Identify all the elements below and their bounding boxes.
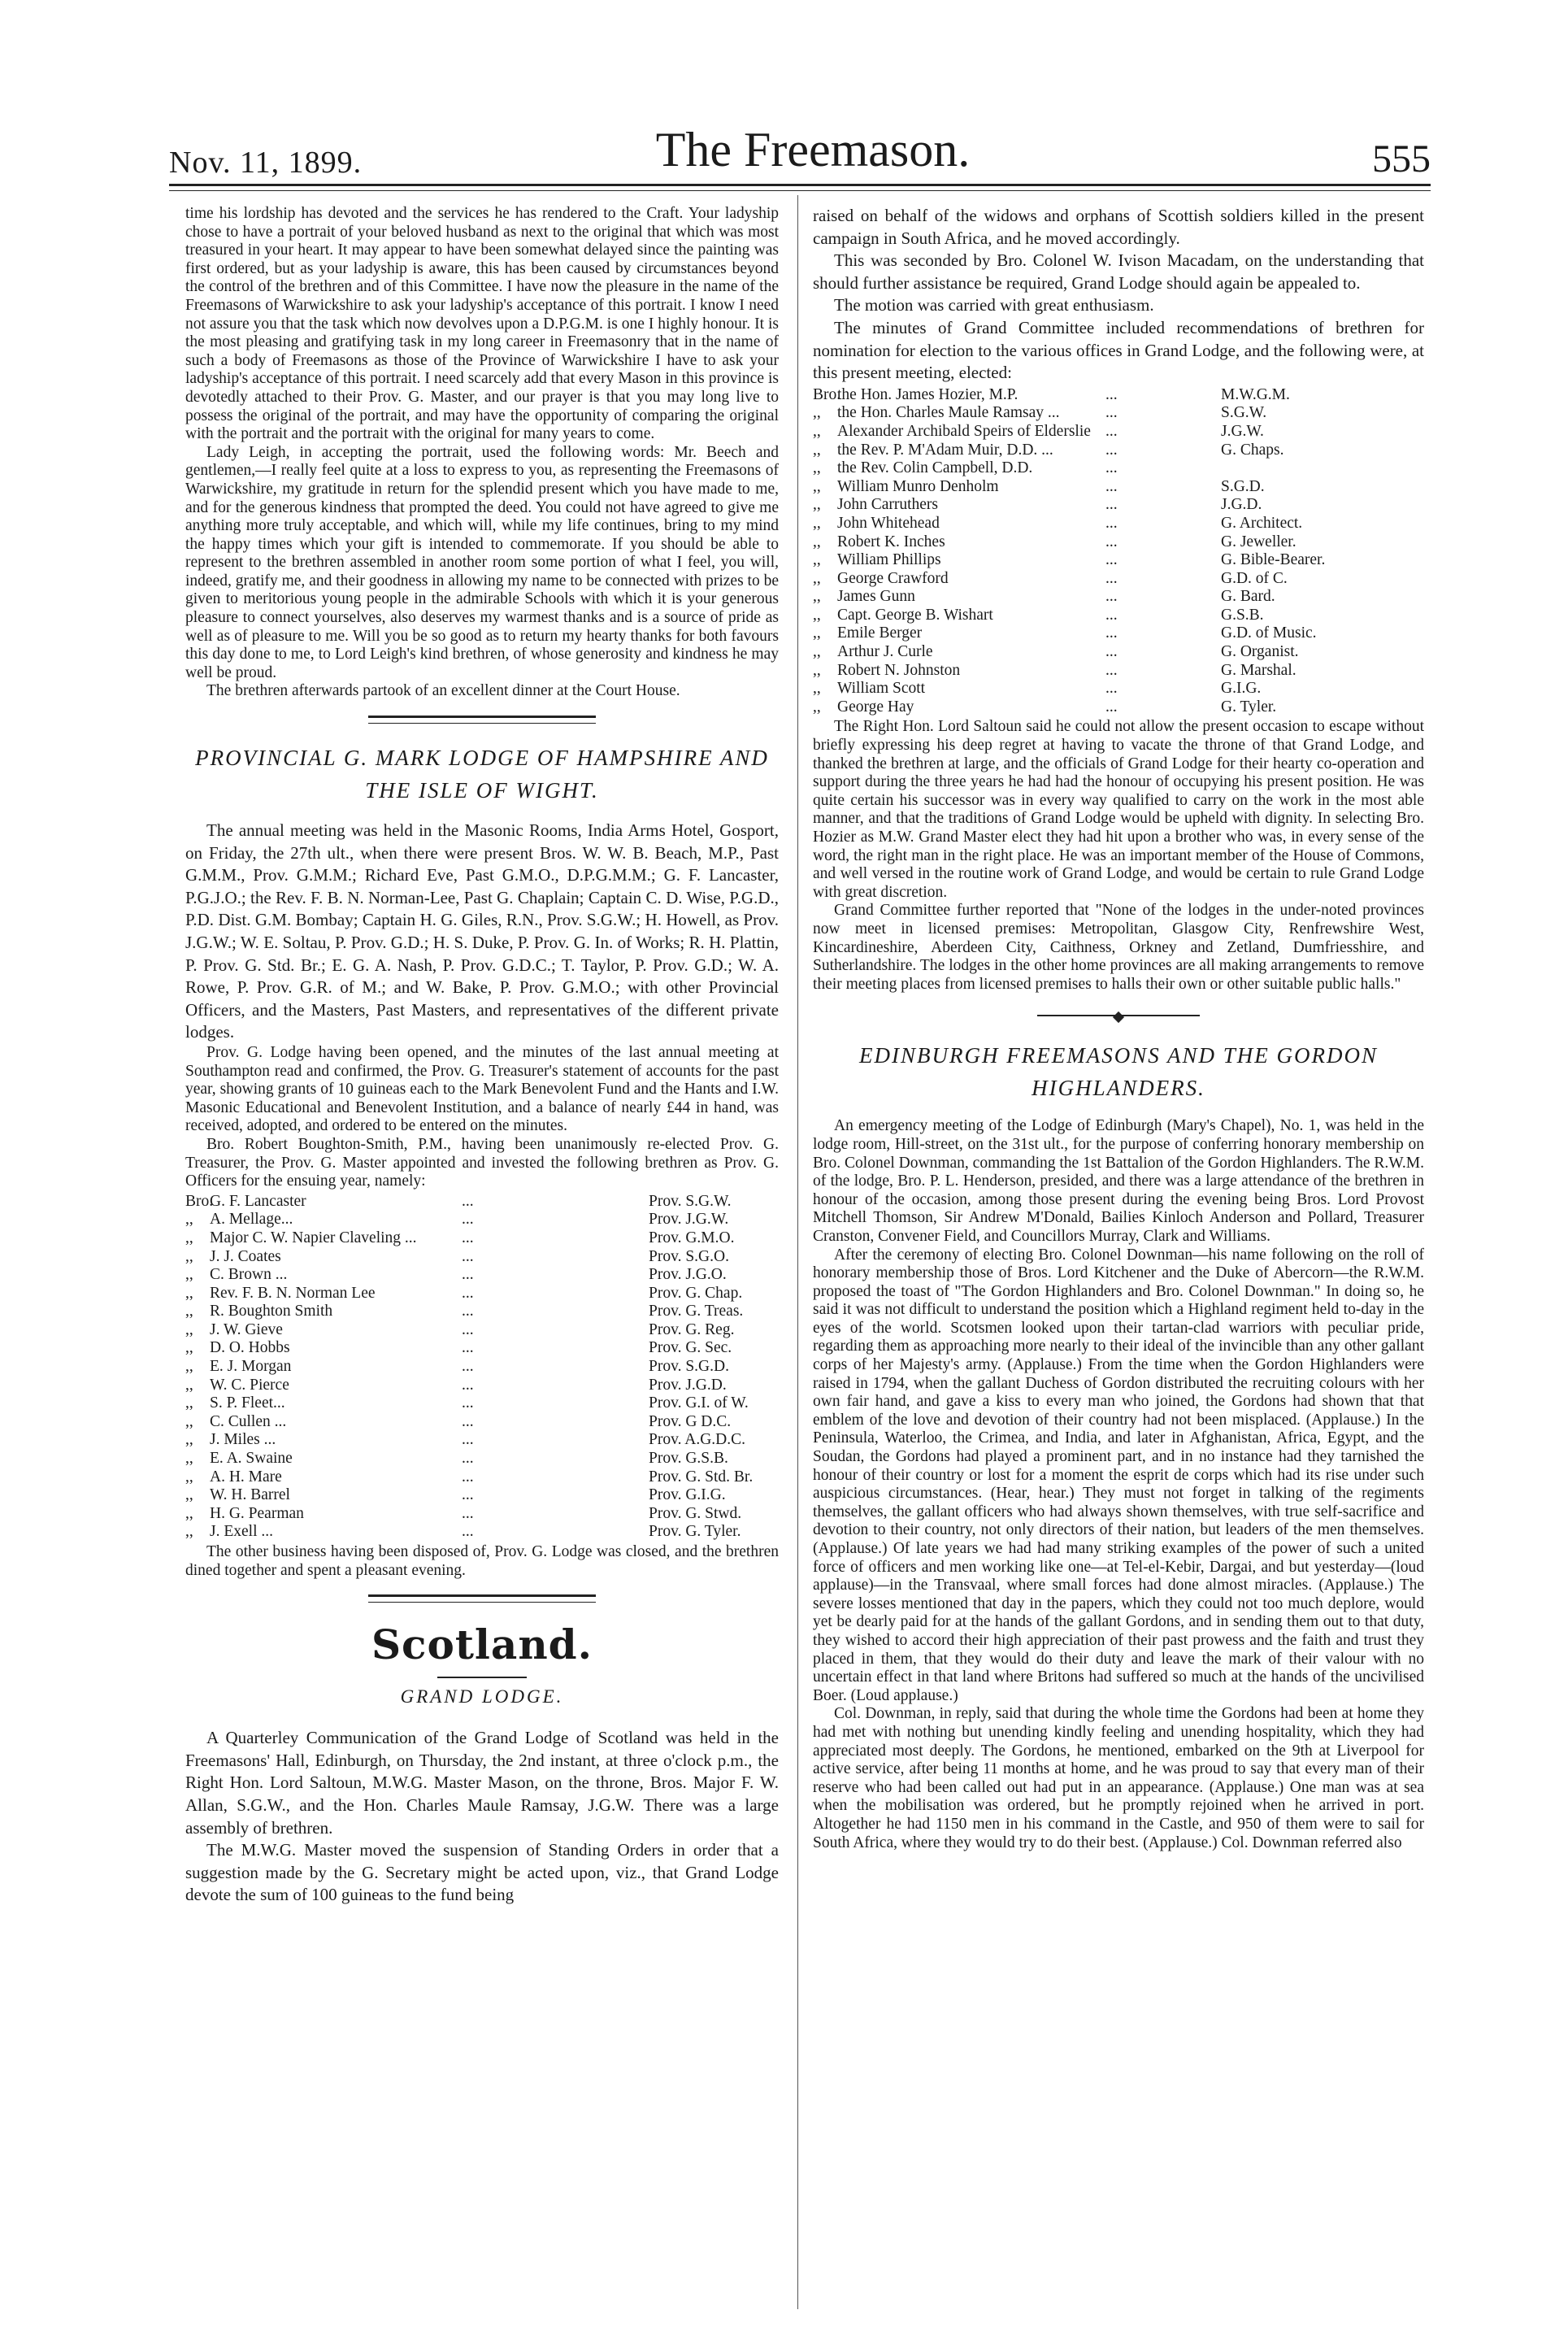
officer-office: G. Organist. xyxy=(1221,643,1299,661)
article-paragraph: The Right Hon. Lord Saltoun said he could not allow the present occasion to escape without briefly expressing his deep regret at having to vacate the throne of that Grand Lodge, and thanked the brethren at large, and the officials of Grand Lodge for their hearty co-operation and support during the three years he had had the honour of occupying his present position. He was quite certain his successor was in every way qualified to carry on the work in the most able manner, and that the traditions of Grand Lodge would be upheld with dignity. In selecting Bro. Hozier as M.W. Grand Master elect they had hit upon a brother who was, in every sense of the word, the right man in the right place. He was an important member of the House of Commons, and well versed in the routine work of Grand Lodge, and would be certain to rule Grand Lodge with great discretion. xyxy=(813,718,1424,901)
row-prefix: ,, xyxy=(185,1486,193,1504)
officer-row xyxy=(185,1431,779,1450)
officer-row xyxy=(185,1523,779,1542)
article-paragraph: time his lordship has devoted and the services he has rendered to the Craft. Your ladyship chose to have a portrait of your beloved husband as next to the original that which was most treasured in your heart. It may appear to have been somewhat delayed since the painting was first ordered, but as your ladyship is aware, this has been caused by circumstances beyond the control of the brethren and of this Committee. I have now the pleasure in the name of the Freemasons of Warwickshire to ask your ladyship's acceptance of this portrait. I know I need not assure you that the task which now devolves upon a D.P.G.M. is one I highly honour. It is the most pleasing and gratifying task in my long career in Freemasonry that in the name of such a body of Freemasons as those of the Province of Warwickshire I have to ask your ladyship's acceptance of this portrait. I need scarcely add that every Mason in this province is devotedly attached to their Prov. G. Master, and our prayer is that you may long live to possess the original of the portrait, and may have the opportunity of comparing the original with the portrait and the portrait with the original for many years to come. xyxy=(185,205,779,443)
leader-dots: ... xyxy=(462,1211,474,1229)
section-separator-diamond xyxy=(1037,1010,1200,1021)
column-divider xyxy=(797,195,798,2309)
row-prefix: ,, xyxy=(813,624,821,642)
row-prefix: ,, xyxy=(185,1303,193,1320)
officer-name: George Hay xyxy=(837,698,914,716)
leader-dots: ... xyxy=(1105,661,1118,679)
officer-name: S. P. Fleet... xyxy=(210,1394,285,1412)
row-prefix: ,, xyxy=(813,569,821,587)
officer-name: Rev. F. B. N. Norman Lee xyxy=(210,1284,376,1302)
leader-dots: ... xyxy=(462,1339,474,1357)
officer-office: Prov. G.I.G. xyxy=(649,1486,726,1504)
leader-dots: ... xyxy=(462,1431,474,1449)
row-prefix: ,, xyxy=(185,1320,193,1338)
article-paragraph: Lady Leigh, in accepting the portrait, used the following words: Mr. Beech and gentlemen,—I really feel quite at a loss to express to you, as representing the Freemasons of Warwickshire, my gratitude in return for the splendid present which you have made to me, and for the generous kindness that prompted the deed. You could not have agreed to give me anything more truly acceptable, and which will, while my life continues, bring to my mind the happy times which your gift is intended to commemorate. If you should be able to represent to the brethren assembled in another room some portion of what I feel, you will, indeed, gratify me, and their goodness in allowing my name to be connected with prizes to be given to meritorious young people in the admirable Schools with which it is your generous pleasure to connect yourselves, also deserves my warmest thanks and is a source of pride as well as of pleasure to me. Will you be so good as to return my hearty thanks for both favours this day done to me, to Lord Leigh's kind brethren, of whose generosity and kindness he may well be proud. xyxy=(185,443,779,681)
article-paragraph: A Quarterley Communication of the Grand Lodge of Scotland was held in the Freemasons' Hall, Edinburgh, on Thursday, the 2nd instant, at three o'clock p.m., the Right Hon. Lord Saltoun, M.W.G. Master Mason, on the throne, Bros. Major F. W. Allan, S.G.W., and the Hon. Charles Maule Ramsay, J.G.W. There was a large assembly of brethren. xyxy=(185,1728,779,1838)
officer-office: G.I.G. xyxy=(1221,680,1262,698)
officer-row xyxy=(813,643,1424,662)
row-prefix: ,, xyxy=(813,422,821,440)
row-prefix: ,, xyxy=(813,441,821,459)
leader-dots: ... xyxy=(462,1394,474,1412)
officer-office: G. Bible-Bearer. xyxy=(1221,551,1326,569)
officer-office: G.S.B. xyxy=(1221,606,1264,624)
row-prefix: ,, xyxy=(185,1504,193,1522)
article-paragraph: raised on behalf of the widows and orphans of Scottish soldiers killed in the present campaign in South Africa, and he moved accordingly. xyxy=(813,206,1424,248)
article-paragraph: Col. Downman, in reply, said that during the whole time the Gordons had been at home they had met with nothing but unending kindly feeling and unending hospitality, which they had appreciated most deeply. The Gordons, he mentioned, embarked on the 9th at Liverpool for active service, after being 11 months at home, and he was proud to say that every man of their reserve who had been called out had put in an appearance. (Applause.) One man was at sea when the mobilisation was ordered, but he promptly rejoined when he arrived in port. Altogether he had 1150 men in his command in the Castle, and 950 of them were to sail for South Africa, where they would try to do their best. (Applause.) Col. Downman referred also xyxy=(813,1705,1424,1851)
leader-dots: ... xyxy=(1105,477,1118,495)
leader-dots: ... xyxy=(1105,459,1118,477)
officer-office: Prov. J.G.O. xyxy=(649,1266,727,1284)
officer-row xyxy=(813,496,1424,515)
officer-row xyxy=(813,459,1424,478)
officer-office: Prov. J.G.D. xyxy=(649,1376,727,1394)
leader-dots: ... xyxy=(462,1247,474,1265)
row-prefix: ,, xyxy=(185,1358,193,1376)
officer-office: S.G.W. xyxy=(1221,404,1267,422)
row-prefix: ,, xyxy=(813,551,821,569)
officer-office: G. Architect. xyxy=(1221,514,1303,532)
officer-name: John Whitehead xyxy=(837,514,940,532)
leader-dots: ... xyxy=(462,1358,474,1376)
issue-date: Nov. 11, 1899. xyxy=(169,146,363,180)
article-paragraph: The motion was carried with great enthusiasm. xyxy=(834,295,1154,315)
leader-dots: ... xyxy=(462,1229,474,1246)
officer-row xyxy=(185,1468,779,1487)
leader-dots: ... xyxy=(462,1192,474,1210)
article-paragraph: An emergency meeting of the Lodge of Edinburgh (Mary's Chapel), No. 1, was held in the lodge room, Hill-street, on the 31st ult., for the purpose of conferring honorary membership on Bro. Colonel Downman, commanding the 1st Battalion of the Gordon Highlanders. The R.W.M. of the lodge, Bro. P. L. Henderson, presided, and there was a large attendance of the brethren in honour of the occasion, among those present during the evening being Bros. Lord Provost Mitchell Thomson, Sir Andrew M'Donald, Bailies Kinloch Anderson and Pollard, Treasurer Cranston, Convener Field, and Councillors Murray, Clark and Williams. xyxy=(813,1117,1424,1245)
officer-name: the Hon. James Hozier, M.P. xyxy=(837,385,1019,403)
officer-row xyxy=(185,1358,779,1377)
officer-name: A. Mellage... xyxy=(210,1211,293,1229)
officer-row xyxy=(813,680,1424,698)
officer-office: Prov. J.G.W. xyxy=(649,1211,729,1229)
row-prefix: Bro. xyxy=(185,1192,214,1210)
leader-dots: ... xyxy=(462,1450,474,1468)
officer-row xyxy=(813,698,1424,717)
article-paragraph: The annual meeting was held in the Masonic Rooms, India Arms Hotel, Gosport, on Friday, the 27th ult., when there were present Bros. W. W. B. Beach, M.P., Past G.M.M., Prov. G.M.M.; Richard Eve, Past G.M.O., D.P.G.M.M.; G. F. Lancaster, P.G.J.O.; the Rev. F. B. N. Norman-Lee, Past G. Chaplain; Captain C. D. Wise, P.G.D., P.D. Dist. G.M. Bombay; Captain H. G. Giles, R.N., Prov. S.G.W.; H. Howell, as Prov. J.G.W.; W. E. Soltau, P. Prov. G.D.; H. S. Duke, P. Prov. G. In. of Works; R. H. Plattin, P. Prov. G. Std. Br.; E. G. A. Nash, P. Prov. G.D.C.; T. Taylor, P. Prov. G.D.; W. A. Rowe, P. Prov. G.R. of M.; and W. Bake, P. Prov. G.M.O.; with other Provincial Officers, and the Masters, Past Masters, and representatives of the different private lodges. xyxy=(185,820,779,1042)
row-prefix: ,, xyxy=(813,514,821,532)
leader-dots: ... xyxy=(1105,422,1118,440)
officer-row xyxy=(185,1211,779,1229)
officer-office: Prov. G. Std. Br. xyxy=(649,1468,754,1486)
officer-office: Prov. S.G.D. xyxy=(649,1358,729,1376)
row-prefix: ,, xyxy=(813,404,821,422)
officer-office: Prov. S.G.W. xyxy=(649,1192,732,1210)
row-prefix: ,, xyxy=(185,1211,193,1229)
row-prefix: ,, xyxy=(813,477,821,495)
leader-dots: ... xyxy=(462,1266,474,1284)
row-prefix: ,, xyxy=(185,1266,193,1284)
leader-dots: ... xyxy=(1105,569,1118,587)
officer-name: G. F. Lancaster xyxy=(210,1192,306,1210)
officer-office: G. Bard. xyxy=(1221,588,1275,606)
officer-row xyxy=(813,570,1424,589)
officer-row xyxy=(813,533,1424,552)
officer-office: G.D. of C. xyxy=(1221,569,1288,587)
leader-dots: ... xyxy=(462,1284,474,1302)
officer-name: C. Cullen ... xyxy=(210,1412,287,1430)
officer-office: J.G.D. xyxy=(1221,496,1262,514)
leader-dots: ... xyxy=(462,1412,474,1430)
officer-name: J. Exell ... xyxy=(210,1523,273,1541)
officer-row xyxy=(813,662,1424,681)
section-heading-hampshire: PROVINCIAL G. MARK LODGE OF HAMPSHIRE AND THE ISLE OF WIGHT. xyxy=(195,746,769,803)
row-prefix: ,, xyxy=(813,661,821,679)
officer-office: Prov. G.M.O. xyxy=(649,1229,735,1246)
masthead-title: The Freemason. xyxy=(655,123,971,176)
officer-office: Prov. G. Stwd. xyxy=(649,1504,742,1522)
officer-office xyxy=(1221,459,1424,478)
officer-row xyxy=(185,1193,779,1212)
row-prefix: ,, xyxy=(185,1247,193,1265)
officer-list-grand-lodge xyxy=(813,386,1424,717)
officer-office: Prov. A.G.D.C. xyxy=(649,1431,745,1449)
officer-office: Prov. G. Sec. xyxy=(649,1339,732,1357)
article-paragraph: Prov. G. Lodge having been opened, and the minutes of the last annual meeting at Southampton read and confirmed, the Prov. G. Treasurer's statement of accounts for the past year, showing grants of 10 guineas each to the Mark Benevolent Fund and the Hants and I.W. Masonic Educational and Benevolent Institution, and a balance of nearly £44 in hand, was received, adopted, and ordered to be entered on the minutes. xyxy=(185,1043,779,1135)
subheading-grand-lodge: GRAND LODGE. xyxy=(400,1686,564,1707)
officer-name: C. Brown ... xyxy=(210,1266,288,1284)
officer-row xyxy=(185,1248,779,1267)
article-paragraph: This was seconded by Bro. Colonel W. Ivison Macadam, on the understanding that should further assistance be required, Grand Lodge should again be appealed to. xyxy=(813,250,1424,293)
left-column xyxy=(185,205,779,1907)
officer-office: Prov. G.I. of W. xyxy=(649,1394,749,1412)
officer-name: Capt. George B. Wishart xyxy=(837,606,993,624)
row-prefix: ,, xyxy=(813,698,821,716)
officer-row xyxy=(813,423,1424,442)
officer-row xyxy=(185,1303,779,1321)
officer-name: Robert N. Johnston xyxy=(837,661,961,679)
diamond-ornament-icon xyxy=(1113,1011,1124,1023)
officer-row xyxy=(185,1394,779,1413)
leader-dots: ... xyxy=(1105,624,1118,642)
article-paragraph: After the ceremony of electing Bro. Colonel Downman—his name following on the roll of honorary membership those of Bros. Lord Kitchener and the Duke of Abercorn—the R.W.M. proposed the toast of "The Gordon Highlanders and Bro. Colonel Downman." In doing so, he said it was not difficult to understand the position which a Highland regiment held to-day in the eyes of the world. Scotsmen looked upon their tartan-clad warriors with peculiar pride, regarding them as approaching more nearly to their ideal of the invincible than any other gallant corps of her Majesty's army. (Applause.) From the time when the Gordon Highlanders were raised in 1794, when the gallant Duchess of Gordon distributed the recruiting colours with her own fair hand, and gave a kiss to every man who joined, the Gordons had shown that that emblem of the love and devotion of their country had not been misplaced. (Applause.) In the Peninsula, Waterloo, the Crimea, and India, and later in Afghanistan, Africa, Egypt, and the Soudan, the Gordons had played a prominent part, and in no instance had they tarnished the honour of their country or lost for a moment the esprit de corps which had its rise under such auspicious circumstances. (Hear, hear.) They must not forget in talking of the regiments themselves, the gallant officers who had always shown themselves, with true self-sacrifice and devotion to their country, not only directors of their nation, but leaders of the men themselves. (Applause.) Of late years we had had many striking examples of the power of such a united force of officers and men working like one—at Tel-el-Kebir, Dargai, and but yesterday—(loud applause)—in the Transvaal, where small forces had done almost miracles. (Applause.) The severe losses mentioned that day in the papers, which they could not too much deplore, would yet be dearly paid for at the hands of the gallant Gordons, and in sending them out to that duty, they wished to accord their high appreciation of their past prowess and the faith and trust they placed in them, that they would do their duty and leave the mark of their valour with no uncertain effect in that land where Britons had suffered so much at the hands of the uncivilised Boer. (Loud applause.) xyxy=(813,1246,1424,1704)
row-prefix: ,, xyxy=(185,1431,193,1449)
section-separator xyxy=(368,716,596,724)
officer-office: Prov. G. Tyler. xyxy=(649,1523,741,1541)
officer-office: G. Tyler. xyxy=(1221,698,1277,716)
officer-name: Major C. W. Napier Claveling ... xyxy=(210,1229,417,1246)
officer-name: William Scott xyxy=(837,680,926,698)
title-underline xyxy=(437,1677,527,1678)
officer-row xyxy=(813,588,1424,607)
officer-office: J.G.W. xyxy=(1221,422,1264,440)
officer-name: George Crawford xyxy=(837,569,949,587)
officer-name: Arthur J. Curle xyxy=(837,643,933,661)
officer-row xyxy=(185,1321,779,1340)
leader-dots: ... xyxy=(1105,441,1118,459)
officer-name: W. H. Barrel xyxy=(210,1486,290,1504)
article-paragraph: The other business having been disposed of, Prov. G. Lodge was closed, and the brethren dined together and spent a pleasant evening. xyxy=(185,1543,779,1579)
officer-name: E. A. Swaine xyxy=(210,1450,293,1468)
officer-office: G.D. of Music. xyxy=(1221,624,1317,642)
officer-row xyxy=(813,386,1424,405)
officer-name: R. Boughton Smith xyxy=(210,1303,333,1320)
officer-name: A. H. Mare xyxy=(210,1468,282,1486)
officer-row xyxy=(813,624,1424,643)
officer-row xyxy=(813,478,1424,497)
section-separator xyxy=(368,1594,596,1603)
leader-dots: ... xyxy=(462,1376,474,1394)
leader-dots: ... xyxy=(462,1486,474,1504)
article-paragraph: The brethren afterwards partook of an excellent dinner at the Court House. xyxy=(206,682,680,700)
officer-row xyxy=(185,1229,779,1248)
row-prefix: ,, xyxy=(185,1468,193,1486)
officer-name: E. J. Morgan xyxy=(210,1358,292,1376)
officer-name: James Gunn xyxy=(837,588,915,606)
officer-name: the Hon. Charles Maule Ramsay ... xyxy=(837,404,1060,422)
officer-office: Prov. S.G.O. xyxy=(649,1247,729,1265)
officer-name: John Carruthers xyxy=(837,496,939,514)
officer-row xyxy=(813,404,1424,423)
officer-office: M.W.G.M. xyxy=(1221,385,1290,403)
row-prefix: Bro. xyxy=(813,385,841,403)
right-column xyxy=(813,205,1424,1852)
row-prefix: ,, xyxy=(185,1394,193,1412)
row-prefix: ,, xyxy=(813,459,821,477)
page-number: 555 xyxy=(1372,137,1431,181)
officer-office: Prov. G. Chap. xyxy=(649,1284,743,1302)
header-rule-thin xyxy=(169,190,1431,191)
officer-name: William Phillips xyxy=(837,551,941,569)
leader-dots: ... xyxy=(1105,588,1118,606)
row-prefix: ,, xyxy=(185,1523,193,1541)
leader-dots: ... xyxy=(1105,698,1118,716)
row-prefix: ,, xyxy=(185,1376,193,1394)
officer-name: J. W. Gieve xyxy=(210,1320,283,1338)
officer-row xyxy=(185,1266,779,1285)
leader-dots: ... xyxy=(462,1523,474,1541)
officer-name: W. C. Pierce xyxy=(210,1376,289,1394)
officer-office: G. Jeweller. xyxy=(1221,533,1297,550)
leader-dots: ... xyxy=(462,1504,474,1522)
leader-dots: ... xyxy=(462,1303,474,1320)
officer-row xyxy=(813,551,1424,570)
row-prefix: ,, xyxy=(185,1339,193,1357)
officer-office: Prov. G.S.B. xyxy=(649,1450,728,1468)
row-prefix: ,, xyxy=(185,1284,193,1302)
leader-dots: ... xyxy=(462,1468,474,1486)
officer-name: the Rev. P. M'Adam Muir, D.D. ... xyxy=(837,441,1053,459)
officer-row xyxy=(185,1285,779,1303)
officer-name: D. O. Hobbs xyxy=(210,1339,290,1357)
row-prefix: ,, xyxy=(185,1229,193,1246)
section-heading-edinburgh: EDINBURGH FREEMASONS AND THE GORDON HIGHLANDERS. xyxy=(859,1043,1378,1101)
leader-dots: ... xyxy=(1105,606,1118,624)
section-title-scotland: Scotland. xyxy=(371,1620,593,1669)
officer-row xyxy=(185,1377,779,1395)
officer-row xyxy=(813,515,1424,533)
officer-list-mark-lodge xyxy=(185,1193,779,1542)
leader-dots: ... xyxy=(1105,496,1118,514)
officer-name: J. Miles ... xyxy=(210,1431,276,1449)
officer-office: S.G.D. xyxy=(1221,477,1265,495)
officer-name: William Munro Denholm xyxy=(837,477,999,495)
row-prefix: ,, xyxy=(813,680,821,698)
officer-row xyxy=(813,607,1424,625)
officer-name: Emile Berger xyxy=(837,624,923,642)
officer-row xyxy=(185,1450,779,1468)
row-prefix: ,, xyxy=(813,643,821,661)
officer-office: G. Marshal. xyxy=(1221,661,1297,679)
leader-dots: ... xyxy=(1105,533,1118,550)
officer-name: J. J. Coates xyxy=(210,1247,281,1265)
leader-dots: ... xyxy=(1105,404,1118,422)
officer-name: H. G. Pearman xyxy=(210,1504,304,1522)
officer-row xyxy=(185,1486,779,1505)
leader-dots: ... xyxy=(1105,385,1118,403)
officer-row xyxy=(813,442,1424,460)
officer-row xyxy=(185,1339,779,1358)
leader-dots: ... xyxy=(1105,514,1118,532)
row-prefix: ,, xyxy=(185,1412,193,1430)
row-prefix: ,, xyxy=(813,588,821,606)
header-rule xyxy=(169,184,1431,186)
officer-name: Alexander Archibald Speirs of Elderslie xyxy=(837,422,1091,440)
article-paragraph: Grand Committee further reported that "None of the lodges in the under-noted provinces now meet in licensed premises: Metropolitan, Glasgow City, Renfrewshire West, Kincardineshire, Aberdeen City, Caithness, Orkney and Zetland, Dumfriesshire, and Sutherlandshire. The lodges in the other home provinces are all making arrangements to remove their meeting places from licensed premises to halls their own or other suitable public halls." xyxy=(813,902,1424,993)
leader-dots: ... xyxy=(1105,680,1118,698)
officer-office: G. Chaps. xyxy=(1221,441,1284,459)
row-prefix: ,, xyxy=(185,1450,193,1468)
article-paragraph: The minutes of Grand Committee included recommendations of brethren for nomination for election to the various offices in Grand Lodge, and the following were, at this present meeting, elected: xyxy=(813,317,1424,383)
article-paragraph: The M.W.G. Master moved the suspension of Standing Orders in order that a suggestion made by the G. Secretary might be acted upon, viz., that Grand Lodge devote the sum of 100 guineas to the fund being xyxy=(185,1840,779,1905)
leader-dots: ... xyxy=(462,1320,474,1338)
leader-dots: ... xyxy=(1105,643,1118,661)
row-prefix: ,, xyxy=(813,606,821,624)
officer-office: Prov. G D.C. xyxy=(649,1412,732,1430)
officer-office: Prov. G. Treas. xyxy=(649,1303,744,1320)
row-prefix: ,, xyxy=(813,533,821,550)
leader-dots: ... xyxy=(1105,551,1118,569)
officer-row xyxy=(185,1505,779,1524)
officer-name: the Rev. Colin Campbell, D.D. xyxy=(837,459,1033,477)
officer-row xyxy=(185,1413,779,1432)
article-paragraph: Bro. Robert Boughton-Smith, P.M., having been unanimously re-elected Prov. G. Treasurer, the Prov. G. Master appointed and invested the following brethren as Prov. G. Officers for the ensuing year, namely: xyxy=(185,1135,779,1190)
officer-name: Robert K. Inches xyxy=(837,533,945,550)
officer-office: Prov. G. Reg. xyxy=(649,1320,735,1338)
row-prefix: ,, xyxy=(813,496,821,514)
